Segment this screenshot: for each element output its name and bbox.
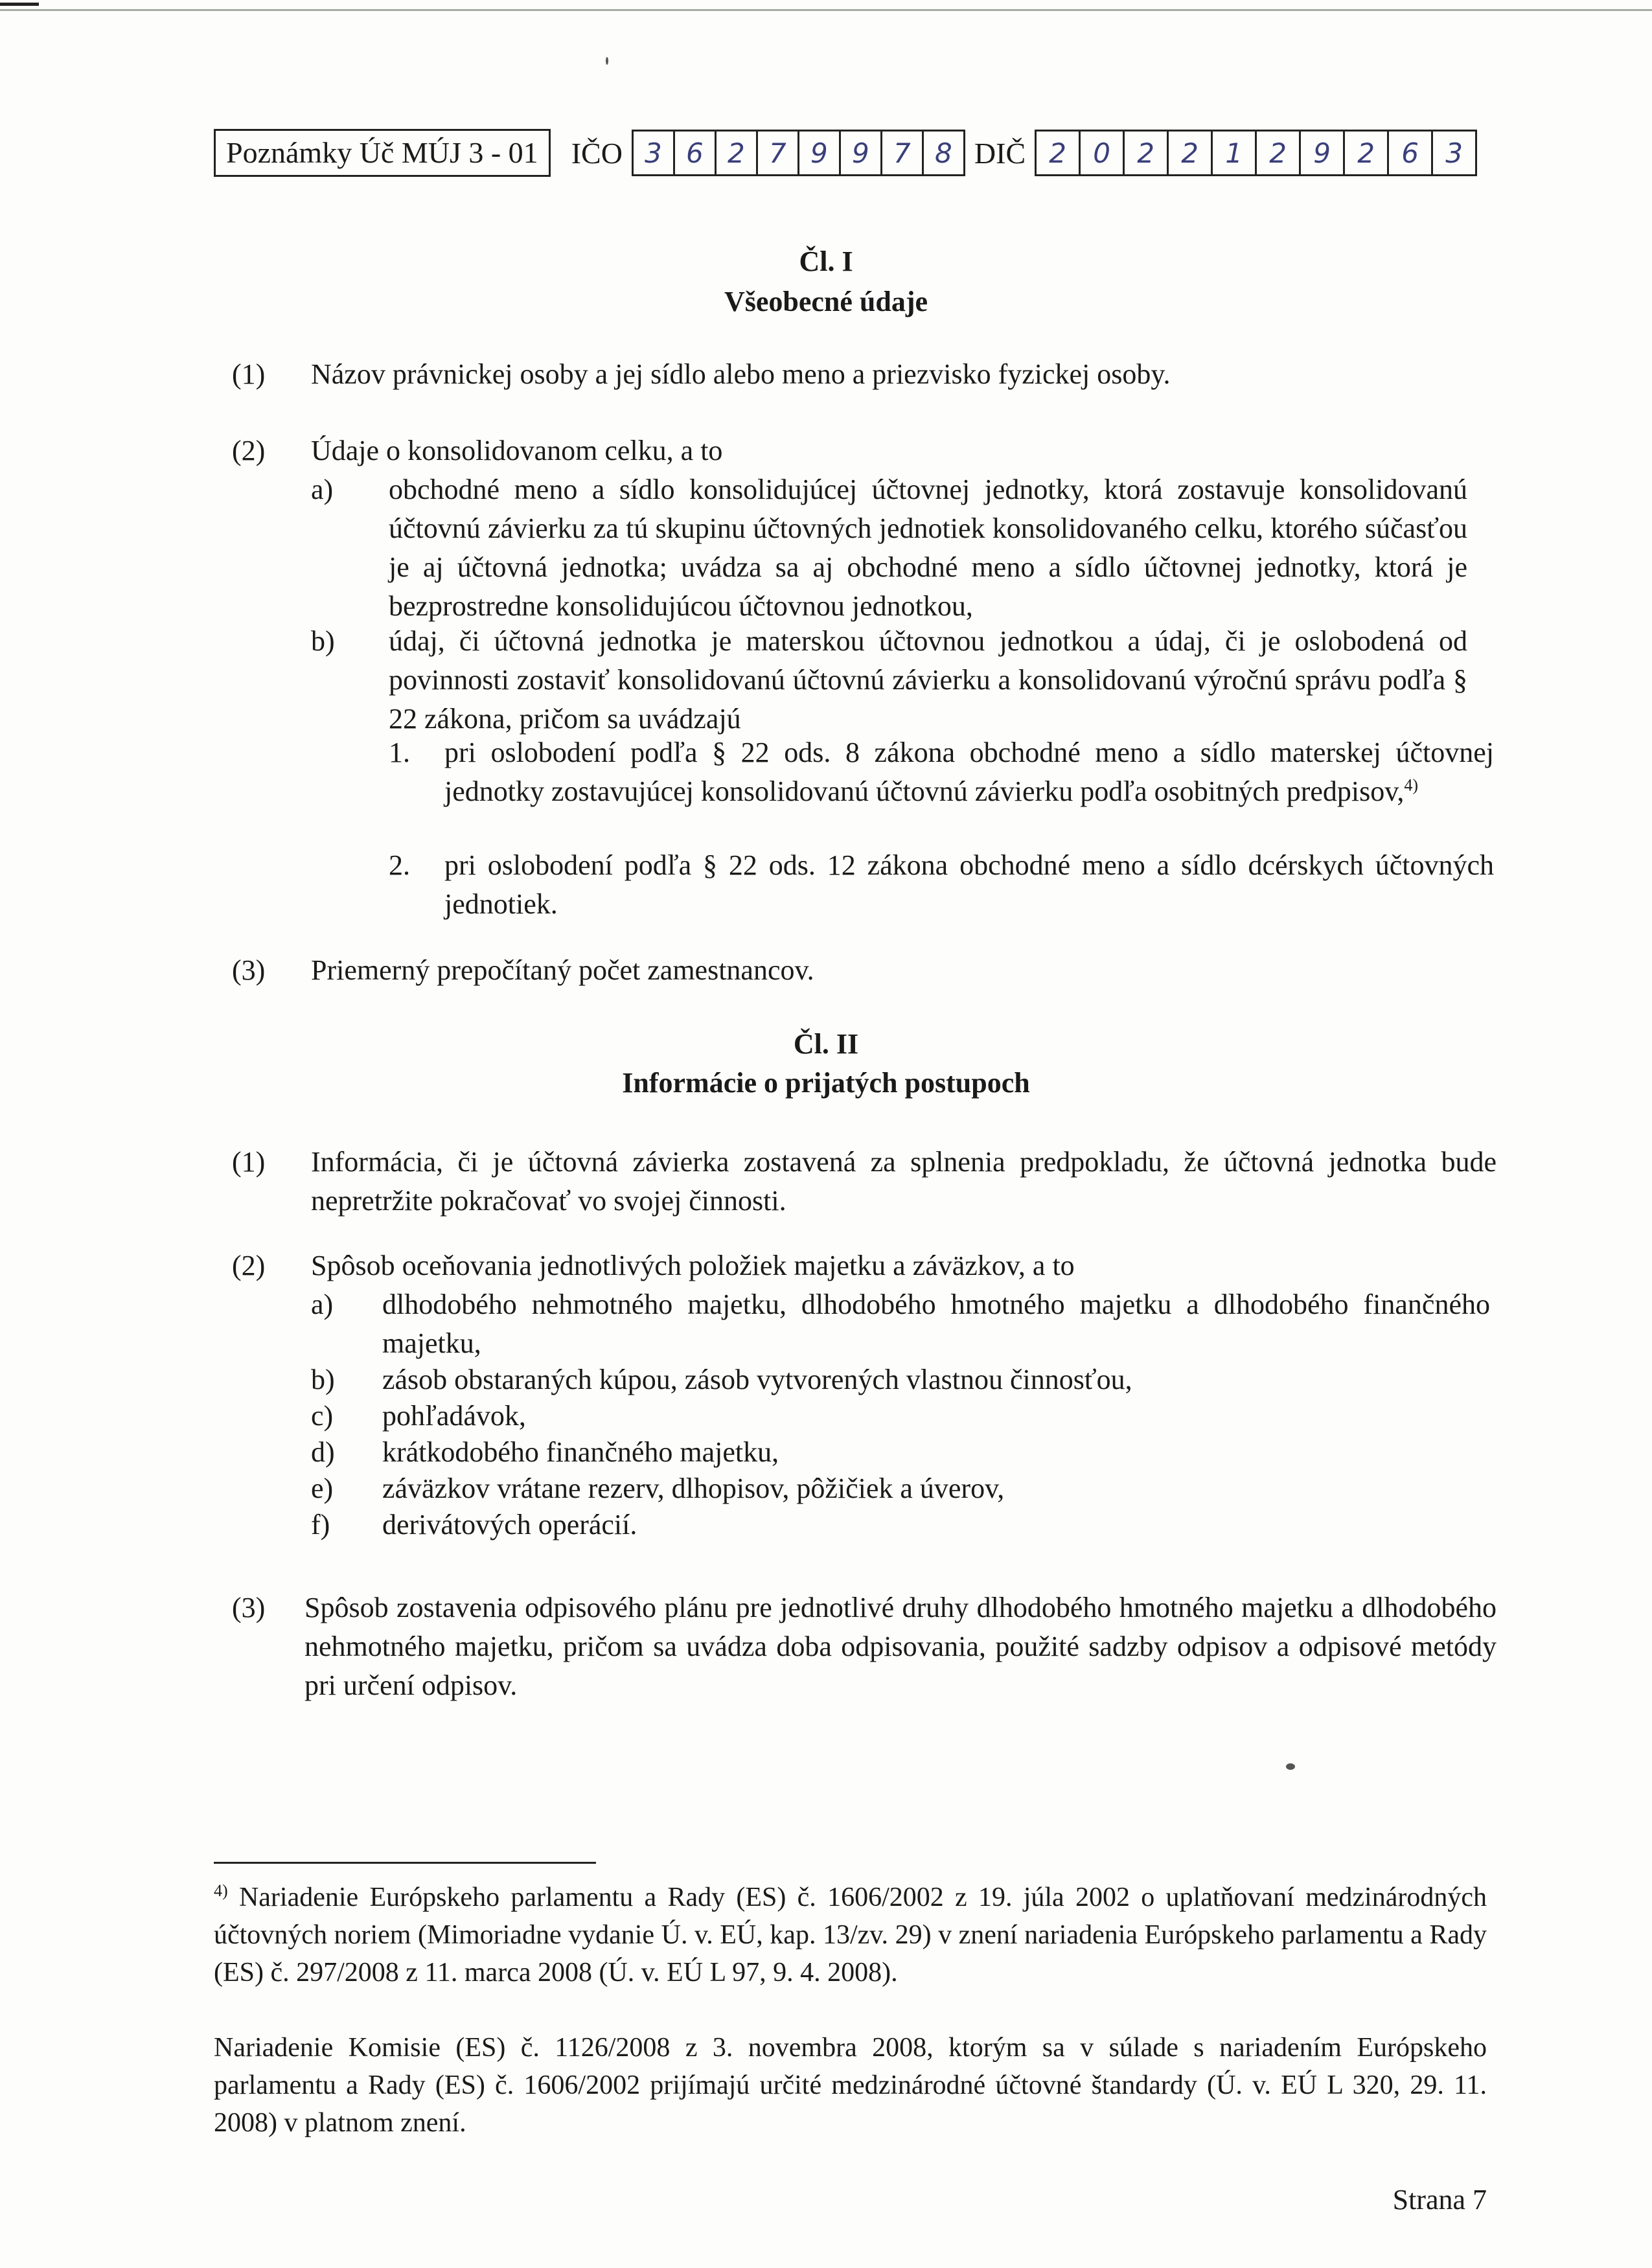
footnote-marker: 4) (214, 1881, 228, 1900)
a2-item-text: dlhodobého nehmotného majetku, dlhodobého hmotného majetku a dlhodobého finančného majetku, (382, 1289, 1490, 1359)
article-1-title: Čl. I (799, 246, 853, 277)
a1-p2-number: (2) (232, 435, 266, 466)
a2-p2-text: Spôsob oceňovania jednotlivých položiek majetku a záväzkov, a to (311, 1250, 1075, 1281)
dic-digit: 1 (1213, 132, 1257, 174)
a1-b2-label: 2. (389, 849, 410, 881)
ico-digit: 7 (758, 132, 799, 174)
article-2-subtitle: Informácie o prijatých postupoch (622, 1067, 1030, 1099)
scan-speck (1286, 1763, 1295, 1770)
footnote-1: $^{4)}$ Nariadenie Európskeho parlamentu a Rady (ES) č. 1606/2002 z 19. júla 2002 o uplatňovaní medzinárodných účtovných noriem (Mimoriadne vydanie Ú. v. EÚ, kap. 13/zv. 29) v znení nariadenia Európskeho parlamentu a Rady (ES) č. 297/2008 z 11. marca 2008 (Ú. v. EÚ L 97, 9. 4. 2008). (214, 1881, 1487, 1987)
ico-label: IČO (571, 136, 623, 170)
a2-item-label: a) (311, 1289, 334, 1320)
ico-digit: 6 (675, 132, 717, 174)
footnote-rule (214, 1862, 596, 1864)
scan-speck (606, 57, 608, 65)
dic-digit: 2 (1037, 132, 1081, 174)
ico-digit: 9 (841, 132, 882, 174)
a2-item-text: krátkodobého finančného majetku, (382, 1436, 779, 1468)
dic-digit: 2 (1345, 132, 1389, 174)
a2-item-label: b) (311, 1364, 335, 1395)
ico-digit: 3 (634, 132, 675, 174)
dic-digit: 0 (1081, 132, 1125, 174)
a1-b2-text: pri oslobodení podľa § 22 ods. 12 zákona obchodné meno a sídlo dcérskych účtovných jednotiek. (444, 849, 1494, 920)
a1-p3-text: Priemerný prepočítaný počet zamestnancov. (311, 954, 814, 986)
a2-item-label: d) (311, 1436, 335, 1468)
article-2-title: Čl. II (793, 1028, 859, 1060)
ico-boxes[interactable] (632, 130, 965, 176)
article-1-subtitle: Všeobecné údaje (724, 286, 928, 317)
page-number: Strana 7 (1392, 2184, 1487, 2216)
dic-digit: 2 (1169, 132, 1213, 174)
a1-item-b-text: údaj, či účtovná jednotka je materskou účtovnou jednotkou a údaj, či je oslobodená od povinnosti zostaviť konsolidovanú účtovnú závierku a konsolidovanú výročnú správu podľa § 22 zákona, pričom sa uvádzajú (389, 625, 1467, 735)
a2-p1-text: Informácia, či je účtovná závierka zostavená za splnenia predpokladu, že účtovná jednotka bude nepretržite pokračovať vo svojej činnosti. (311, 1146, 1497, 1217)
scan-artifact (0, 3, 39, 6)
dic-digit: 2 (1257, 132, 1301, 174)
a2-p3-number: (3) (232, 1592, 266, 1623)
ico-digit: 7 (882, 132, 924, 174)
form-label: Poznámky Úč MÚJ 3 - 01 (214, 129, 551, 177)
a1-b1-label: 1. (389, 737, 410, 768)
a1-item-b-label: b) (311, 625, 335, 657)
a1-p2-text: Údaje o konsolidovanom celku, a to (311, 435, 723, 466)
a2-item-text: derivátových operácií. (382, 1509, 637, 1541)
a1-p3-number: (3) (232, 954, 266, 986)
dic-digit: 3 (1445, 137, 1463, 169)
a1-item-a-text: obchodné meno a sídlo konsolidujúcej účtovnej jednotky, ktorá zostavuje konsolidovanú účtovnú závierku za tú skupinu účtovných jednotiek konsolidovaného celku, ktorého súčasťou je aj účtovná jednotka; uvádza sa aj obchodné meno a sídlo účtovnej jednotky, ktorá je bezprostredne konsolidujúcou účtovnou jednotkou, (389, 474, 1467, 622)
a2-p1-number: (1) (232, 1146, 266, 1178)
a2-item-text: pohľadávok, (382, 1400, 526, 1432)
a2-item-text: zásob obstaraných kúpou, zásob vytvorených vlastnou činnosťou, (382, 1364, 1132, 1395)
a2-item-label: f) (311, 1509, 330, 1541)
dic-label: DIČ (974, 136, 1026, 170)
dic-boxes[interactable] (1035, 130, 1477, 176)
a2-p3-text: Spôsob zostavenia odpisového plánu pre jednotlivé druhy dlhodobého hmotného majetku a dlhodobého nehmotného majetku, pričom sa uvádza doba odpisovania, použité sadzby odpisov a odpisové metódy pri určení odpisov. (304, 1592, 1497, 1701)
dic-digit: 6 (1389, 132, 1433, 174)
a1-b1-text: pri oslobodení podľa § 22 ods. 8 zákona obchodné meno a sídlo materskej účtovnej jednotky zostavujúcej konsolidovanú účtovnú závierku podľa osobitných predpisov,$^{4)}$ (444, 737, 1494, 807)
a2-item-label: c) (311, 1400, 334, 1432)
footnote-2: Nariadenie Komisie (ES) č. 1126/2008 z 3. novembra 2008, ktorým sa v súlade s nariadením Európskeho parlamentu a Rady (ES) č. 1606/2002 prijímajú určité medzinárodné účtovné štandardy (Ú. v. EÚ L 320, 29. 11. 2008) v platnom znení. (214, 2033, 1487, 2138)
scan-edge-line (0, 9, 1652, 11)
a2-item-label: e) (311, 1472, 334, 1504)
ico-digit: 2 (717, 132, 758, 174)
dic-digit: 9 (1301, 132, 1345, 174)
dic-digit: 2 (1125, 132, 1169, 174)
a1-item-a-label: a) (311, 474, 334, 505)
form-header (214, 130, 1486, 176)
footnote-ref[interactable]: 4) (1404, 775, 1419, 795)
a2-item-text: záväzkov vrátane rezerv, dlhopisov, pôžičiek a úverov, (382, 1472, 1005, 1504)
a2-p2-number: (2) (232, 1250, 266, 1281)
a1-p1-text: Názov právnickej osoby a jej sídlo alebo meno a priezvisko fyzickej osoby. (311, 358, 1171, 390)
ico-digit: 8 (935, 137, 952, 169)
ico-digit: 9 (799, 132, 841, 174)
a1-p1-number: (1) (232, 358, 266, 390)
